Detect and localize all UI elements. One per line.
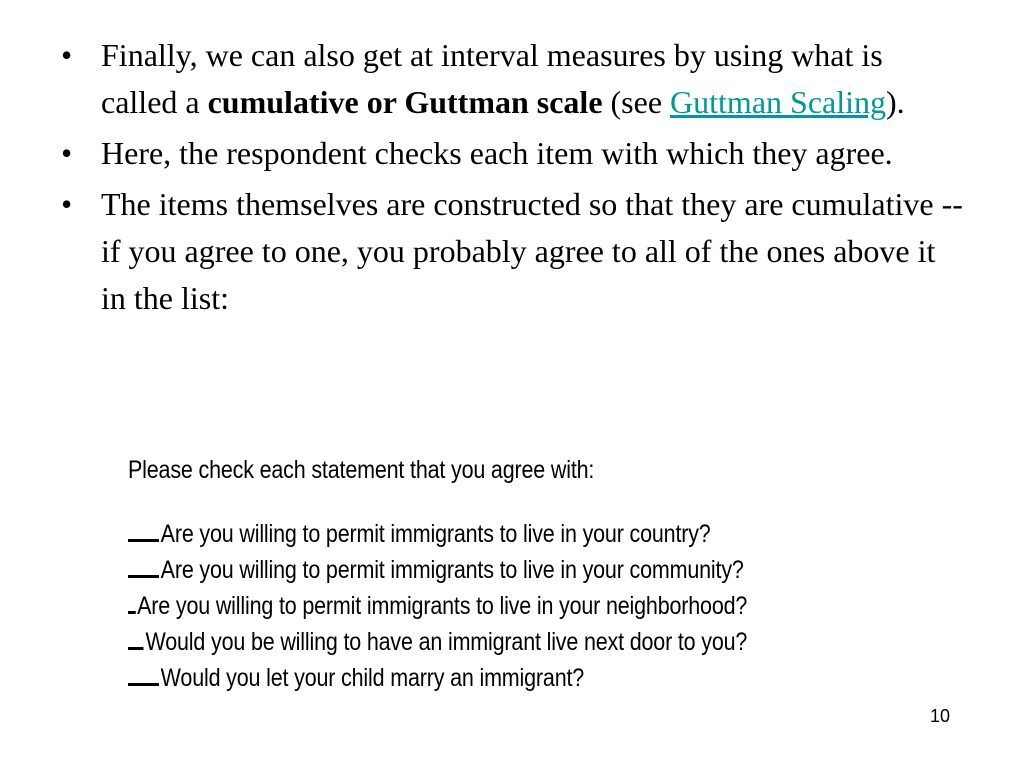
guttman-scaling-link[interactable]: Guttman Scaling	[670, 84, 886, 120]
scale-prompt: Please check each statement that you agree with:	[128, 456, 595, 484]
scale-item-label: Are you willing to permit immigrants to live in your neighborhood?	[137, 592, 748, 620]
scale-item-label: Would you be willing to have an immigrant live next door to you?	[145, 628, 748, 656]
checkbox-blank	[128, 646, 144, 650]
scale-item	[128, 624, 747, 660]
scale-item-label: Would you let your child marry an immigrant?	[160, 664, 585, 692]
scale-item	[128, 588, 747, 624]
bullet-text: ).	[886, 84, 905, 120]
bullet-item-cumulative	[56, 181, 966, 322]
guttman-scale-example	[128, 450, 747, 696]
bullet-item-guttman	[56, 32, 966, 126]
bullet-icon: •	[61, 186, 73, 222]
bold-term: cumulative or Guttman scale	[207, 84, 603, 120]
scale-item	[128, 516, 747, 552]
bullet-icon: •	[61, 135, 73, 171]
bullet-text: (see	[602, 84, 671, 120]
bullet-text: The items themselves are constructed so that they are cumulative -- if you agree to one, you probably agree to all of the ones above it in the list:	[101, 186, 963, 316]
bullet-list	[56, 32, 966, 326]
scale-item-label: Are you willing to permit immigrants to live in your country?	[160, 520, 711, 548]
bullet-text: Finally, we can also get at interval measures by using what is called a	[101, 37, 883, 120]
bullet-icon: •	[61, 37, 73, 73]
bullet-text: Here, the respondent checks each item with which they agree.	[101, 135, 893, 171]
scale-item	[128, 660, 747, 696]
checkbox-blank	[128, 610, 135, 614]
scale-item-label: Are you willing to permit immigrants to live in your community?	[160, 556, 744, 584]
bullet-item-respondent	[56, 130, 966, 177]
checkbox-blank	[128, 682, 159, 686]
checkbox-blank	[128, 538, 159, 542]
checkbox-blank	[128, 574, 159, 578]
page-number: 10	[930, 706, 951, 726]
scale-item	[128, 552, 747, 588]
